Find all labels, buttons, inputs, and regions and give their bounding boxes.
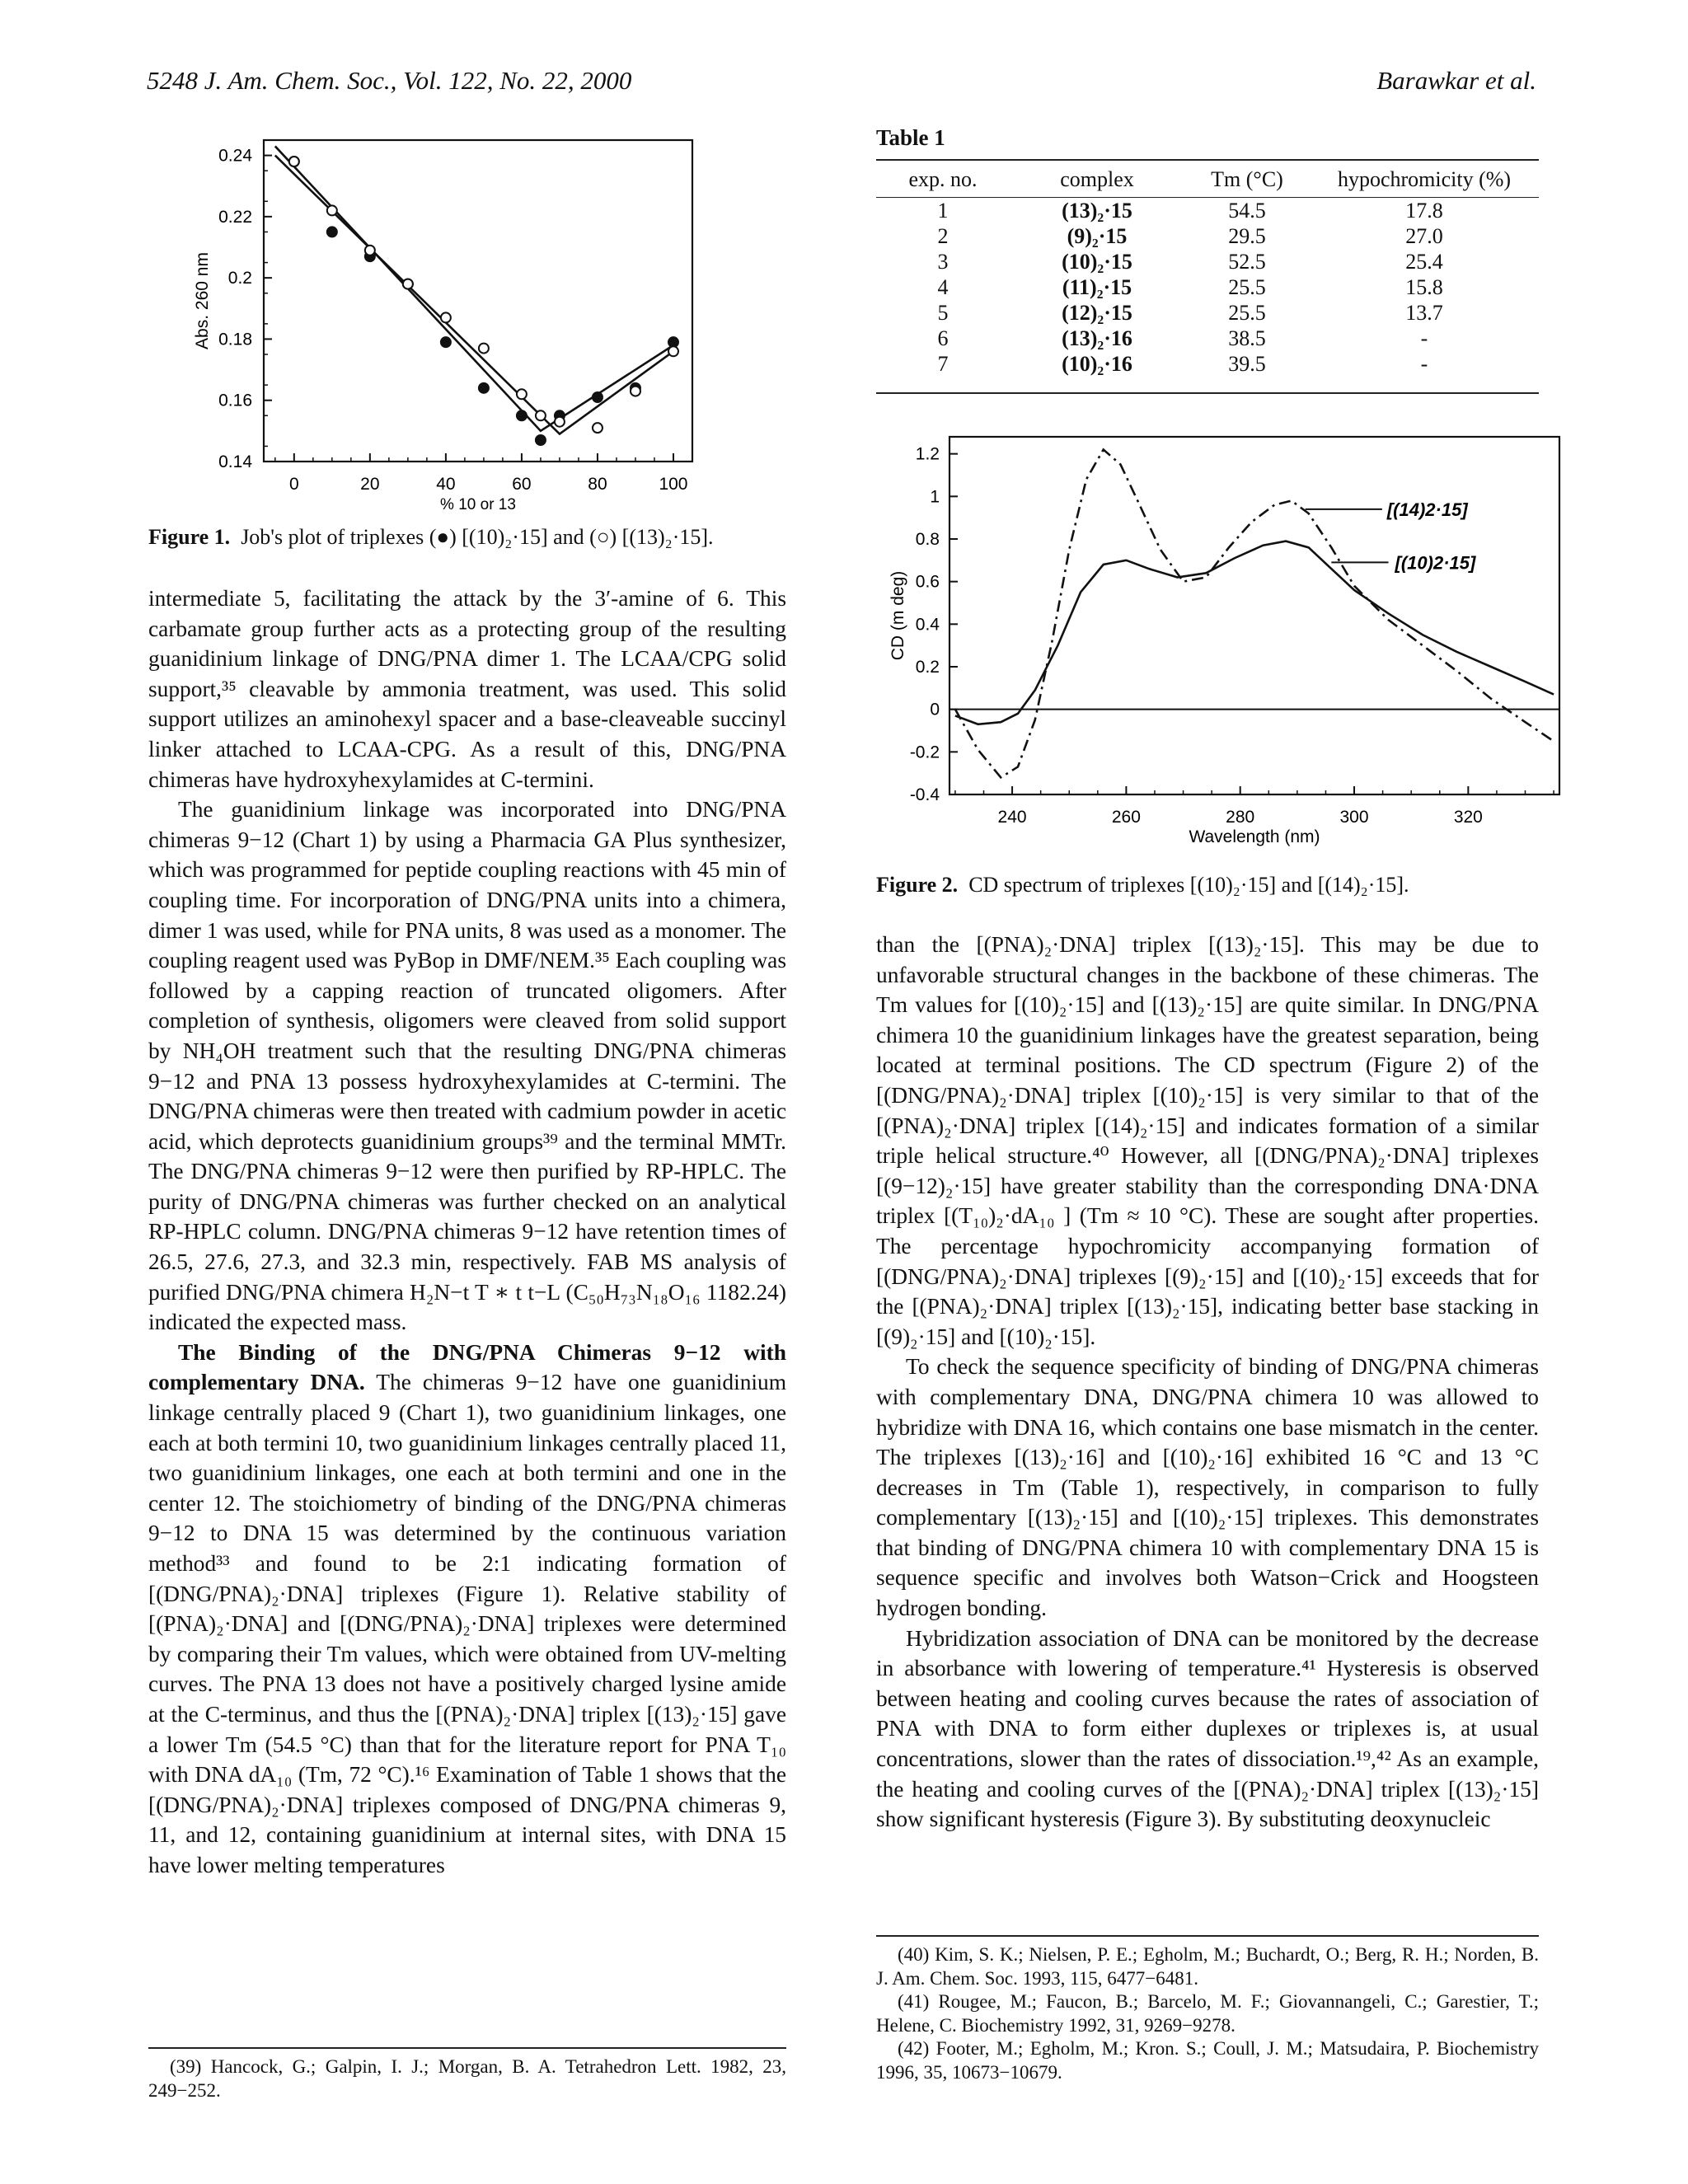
data-point-open	[668, 346, 678, 356]
data-point-open	[365, 246, 375, 255]
footnote-42: (42) Footer, M.; Egholm, M.; Kron. S.; Coull, J. M.; Matsudaira, P. Biochemistry 1996, 35, 10673−10679.	[876, 2038, 1539, 2083]
right-paragraph-3: Hybridization association of DNA can be monitored by the decrease in absorbance with lowering of temperature.⁴¹ Hysteresis is observed between heating and cooling curves because the rates of association of PNA with DNA to form either duplexes or triplexes is, at usual concentrations, slower than the rates of dissociation.¹⁹,⁴² As an example, the heating and cooling curves of the [(PNA)₂·DNA] triplex [(13)₂·15] show significant hysteresis (Figure 3). By substituting deoxynucleic	[876, 1625, 1539, 1832]
table1-header: hypochromicity (%)	[1337, 167, 1512, 191]
table-cell: 4	[937, 275, 949, 299]
x-axis-label: Wavelength (nm)	[1189, 827, 1320, 846]
table-cell: -	[1420, 326, 1428, 350]
table-cell: 29.5	[1228, 224, 1266, 248]
table1	[876, 166, 1539, 377]
table1-header: Tm (°C)	[1211, 167, 1283, 191]
footnote-rule-left	[148, 2047, 786, 2049]
fit-line	[275, 156, 673, 434]
left-column	[148, 583, 786, 1881]
table-cell: -	[1420, 352, 1428, 376]
y-tick-label: -0.4	[909, 785, 940, 804]
table-cell: 52.5	[1228, 250, 1266, 274]
x-tick-label: 40	[436, 475, 456, 494]
y-tick-label: 0	[930, 700, 940, 719]
data-point-filled	[441, 337, 451, 347]
y-tick-label: 0.16	[218, 391, 252, 410]
x-tick-label: 300	[1339, 808, 1369, 827]
x-tick-label: 240	[997, 808, 1027, 827]
y-tick-label: 0.2	[915, 658, 940, 677]
table-cell: 25.5	[1228, 275, 1266, 299]
figure1-caption-label: Figure 1.	[148, 525, 231, 549]
footnote-40: (40) Kim, S. K.; Nielsen, P. E.; Egholm, M.; Buchardt, O.; Berg, R. H.; Norden, B. J. Am. Chem. Soc. 1993, 115, 6477−6481.	[876, 1944, 1539, 1989]
table-cell: (13)₂·15	[1062, 199, 1132, 223]
y-tick-label: 0.14	[218, 452, 252, 471]
table-cell: (12)₂·15	[1062, 301, 1132, 325]
y-tick-label: 0.8	[915, 530, 940, 549]
table-cell: 13.7	[1405, 301, 1443, 325]
table-cell: 17.8	[1405, 199, 1443, 223]
data-point-open	[479, 344, 489, 354]
x-tick-label: 60	[512, 475, 532, 494]
data-point-filled	[536, 435, 546, 445]
legend-label: [(10)2·15]	[1395, 552, 1476, 574]
figure2-caption-text: CD spectrum of triplexes [(10)₂·15] and [(14)₂·15].	[968, 873, 1409, 897]
right-paragraph-2: To check the sequence specificity of binding of DNG/PNA chimeras with complementary DNA, DNG/PNA chimera 10 was allowed to hybridize with DNA 16, which contains one base mismatch in the center. The triplexes [(13)₂·16] and [(10)₂·16] exhibited 16 °C and 13 °C decreases in Tm (Table 1), respectively, in comparison to fully complementary [(13)₂·15] and [(10)₂·15] triplexes. This demonstrates that binding of DNG/PNA chimera 10 with complementary DNA 15 is sequence specific and involves both Watson−Crick and Hoogsteen hydrogen bonding.	[876, 1354, 1539, 1621]
data-point-filled	[517, 410, 527, 420]
data-point-open	[555, 417, 565, 427]
x-tick-label: 0	[288, 475, 299, 494]
section-heading: The Binding of the DNG/PNA Chimeras 9−12 with complementary DNA.	[148, 1339, 786, 1395]
y-tick-label: 0.22	[218, 207, 252, 227]
plot-frame	[264, 140, 692, 462]
data-point-open	[593, 423, 603, 433]
table-row	[876, 300, 1539, 326]
table-cell: 6	[937, 326, 949, 350]
table1-bottom-rule	[876, 392, 1539, 394]
table-row	[876, 326, 1539, 351]
y-tick-label: 0.2	[227, 269, 252, 288]
running-header-right: Barawkar et al.	[1376, 66, 1536, 95]
table-cell: 1	[937, 199, 949, 223]
y-tick-label: 1	[930, 487, 940, 507]
figure1-caption	[148, 524, 808, 551]
figure1-chart	[190, 132, 799, 519]
y-axis-label: CD (m deg)	[889, 570, 907, 661]
footnote-39	[148, 2055, 786, 2102]
right-column	[876, 930, 1539, 1835]
data-point-open	[403, 279, 413, 289]
table-cell: 2	[937, 224, 949, 248]
table-cell: 54.5	[1228, 199, 1266, 223]
data-point-filled	[327, 227, 337, 237]
figure2-chart	[887, 429, 1563, 865]
table-cell: (13)₂·16	[1062, 326, 1132, 350]
figure2-caption-label: Figure 2.	[876, 873, 959, 897]
footnote-39-text: (39) Hancock, G.; Galpin, I. J.; Morgan, B. A. Tetrahedron Lett. 1982, 23, 249−252.	[148, 2056, 786, 2101]
table-cell: (10)₂·16	[1062, 352, 1132, 376]
table-row	[876, 223, 1539, 249]
data-point-open	[517, 389, 527, 399]
table-cell: 5	[937, 301, 949, 325]
left-paragraph-1: intermediate 5, facilitating the attack by the 3′-amine of 6. This carbamate group further acts as a protecting group of the resulting guanidinium linkage of DNG/PNA dimer 1. The LCAA/CPG solid support,³⁵ cleavable by ammonia treatment, was used. This solid support utilizes an aminohexyl spacer and a base-cleaveable succinyl linker attached to LCAA-CPG. As a result of this, DNG/PNA chimeras have hydroxyhexylamides at C-termini.	[148, 586, 786, 792]
y-tick-label: 0.18	[218, 330, 252, 349]
footnote-rule-right	[876, 1935, 1539, 1937]
running-header-left: 5248 J. Am. Chem. Soc., Vol. 122, No. 22, 2000	[147, 66, 632, 95]
table-row	[876, 351, 1539, 377]
data-point-open	[289, 157, 299, 166]
right-paragraph-1: than the [(PNA)₂·DNA] triplex [(13)₂·15]. This may be due to unfavorable structural changes in the backbone of these chimeras. The Tm values for [(10)₂·15] and [(13)₂·15] are quite similar. In DNG/PNA chimera 10 the guanidinium linkages have the greatest separation, being located at terminal positions. The CD spectrum (Figure 2) of the [(DNG/PNA)₂·DNA] triplex [(10)₂·15] is very similar to that of the [(PNA)₂·DNA] triplex [(14)₂·15] and indicates formation of a similar triple helical structure.⁴⁰ However, all [(DNG/PNA)₂·DNA] triplexes [(9−12)₂·15] have greater stability than the corresponding DNA·DNA triplex [(T₁₀)₂·dA₁₀ ] (Tm ≈ 10 °C). These are sought after properties. The percentage hypochromicity accompanying formation of [(DNG/PNA)₂·DNA] triplexes [(9)₂·15] and [(10)₂·15] exceeds that for the [(PNA)₂·DNA] triplex [(13)₂·15], indicating better base stacking in [(9)₂·15] and [(10)₂·15].	[876, 932, 1539, 1349]
figure2-caption	[876, 872, 1552, 898]
data-point-filled	[593, 392, 603, 402]
x-tick-label: 80	[588, 475, 607, 494]
table-row	[876, 249, 1539, 274]
data-point-open	[536, 410, 546, 420]
table-cell: 15.8	[1405, 275, 1443, 299]
y-tick-label: -0.2	[909, 743, 940, 762]
x-tick-label: 320	[1453, 808, 1483, 827]
data-point-filled	[479, 383, 489, 393]
table1-top-rule	[876, 159, 1539, 161]
fit-line	[275, 146, 673, 430]
table-row	[876, 198, 1539, 224]
table1-header: complex	[1060, 167, 1134, 191]
y-tick-label: 0.24	[218, 146, 252, 166]
x-tick-label: 100	[659, 475, 688, 494]
table-cell: 7	[937, 352, 949, 376]
figure1-caption-text: Job's plot of triplexes (●) [(10)₂·15] and (○) [(13)₂·15].	[241, 525, 714, 549]
y-axis-label: Abs. 260 nm	[193, 252, 212, 349]
left-paragraph-3: The chimeras 9−12 have one guanidinium linkage centrally placed 9 (Chart 1), two guanidinium linkages, one each at both termini 10, two guanidinium linkages centrally placed 11, two guanidinium linkages, one each at both termini and one in the center 12. The stoichiometry of binding of the DNG/PNA chimeras 9−12 to DNA 15 was determined by the continuous variation method³³ and found to be 2:1 indicating formation of [(DNG/PNA)₂·DNA] triplexes (Figure 1). Relative stability of [(PNA)₂·DNA] and [(DNG/PNA)₂·DNA] triplexes were determined by comparing their Tm values, which were obtained from UV-melting curves. The PNA 13 does not have a positively charged lysine amide at the C-terminus, and thus the [(PNA)₂·DNA] triplex [(13)₂·15] gave a lower Tm (54.5 °C) than that for the literature report for PNA T₁₀ with DNA dA₁₀ (Tm, 72 °C).¹⁶ Examination of Table 1 shows that the [(DNG/PNA)₂·DNA] triplexes composed of DNG/PNA chimeras 9, 11, and 12, containing guanidinium at internal sites, with DNA 15 have lower melting temperatures	[148, 1370, 786, 1877]
right-footnotes	[876, 1943, 1539, 2084]
x-tick-label: 280	[1226, 808, 1255, 827]
y-tick-label: 0.6	[915, 572, 940, 592]
footnote-41: (41) Rougee, M.; Faucon, B.; Barcelo, M. F.; Giovannangeli, C.; Garestier, T.; Helene, C. Biochemistry 1992, 31, 9269−9278.	[876, 1991, 1539, 2036]
legend-label: [(14)2·15]	[1386, 499, 1468, 520]
x-tick-label: 20	[360, 475, 380, 494]
table-row	[876, 274, 1539, 300]
left-paragraph-2: The guanidinium linkage was incorporated into DNG/PNA chimeras 9−12 (Chart 1) by using a Pharmacia GA Plus synthesizer, which was programmed for peptide coupling reactions with 45 min of coupling time. For incorporation of DNG/PNA units into a chimera, dimer 1 was used, while for PNA units, 8 was used as a monomer. The coupling reagent used was PyBop in DMF/NEM.³⁵ Each coupling was followed by a capping reaction of truncated oligomers. After completion of synthesis, oligomers were cleaved from solid support by NH₄OH treatment such that the resulting DNG/PNA chimeras 9−12 and PNA 13 possess hydroxyhexylamides at C-termini. The DNG/PNA chimeras were then treated with cadmium powder in acetic acid, which deprotects guanidinium groups³⁹ and the terminal MMTr. The DNG/PNA chimeras 9−12 were then purified by RP-HPLC. The purity of DNG/PNA chimeras was further checked on an analytical RP-HPLC column. DNG/PNA chimeras 9−12 have retention times of 26.5, 27.6, 27.3, and 32.3 min, respectively. FAB MS analysis of purified DNG/PNA chimera H₂N−t T ∗ t t−L (C₅₀H₇₃N₁₈O₁₆ 1182.24) indicated the expected mass.	[148, 797, 786, 1335]
y-tick-label: 0.4	[915, 615, 940, 635]
x-axis-label: % 10 or 13	[440, 496, 516, 513]
table-cell: 25.4	[1405, 250, 1443, 274]
table-cell: 27.0	[1405, 224, 1443, 248]
table-cell: (9)₂·15	[1067, 224, 1128, 248]
table-cell: 38.5	[1228, 326, 1266, 350]
table-cell: 3	[937, 250, 949, 274]
plot-frame	[950, 437, 1559, 794]
table-cell: (11)₂·15	[1062, 275, 1132, 299]
x-tick-label: 260	[1111, 808, 1141, 827]
table-cell: 25.5	[1228, 301, 1266, 325]
table1-header: exp. no.	[908, 167, 978, 191]
y-tick-label: 1.2	[915, 444, 940, 464]
data-point-open	[441, 312, 451, 322]
table-cell: 39.5	[1228, 352, 1266, 376]
table1-title: Table 1	[876, 125, 945, 150]
data-point-open	[327, 205, 337, 215]
table-cell: (10)₂·15	[1062, 250, 1132, 274]
data-point-open	[631, 387, 640, 396]
